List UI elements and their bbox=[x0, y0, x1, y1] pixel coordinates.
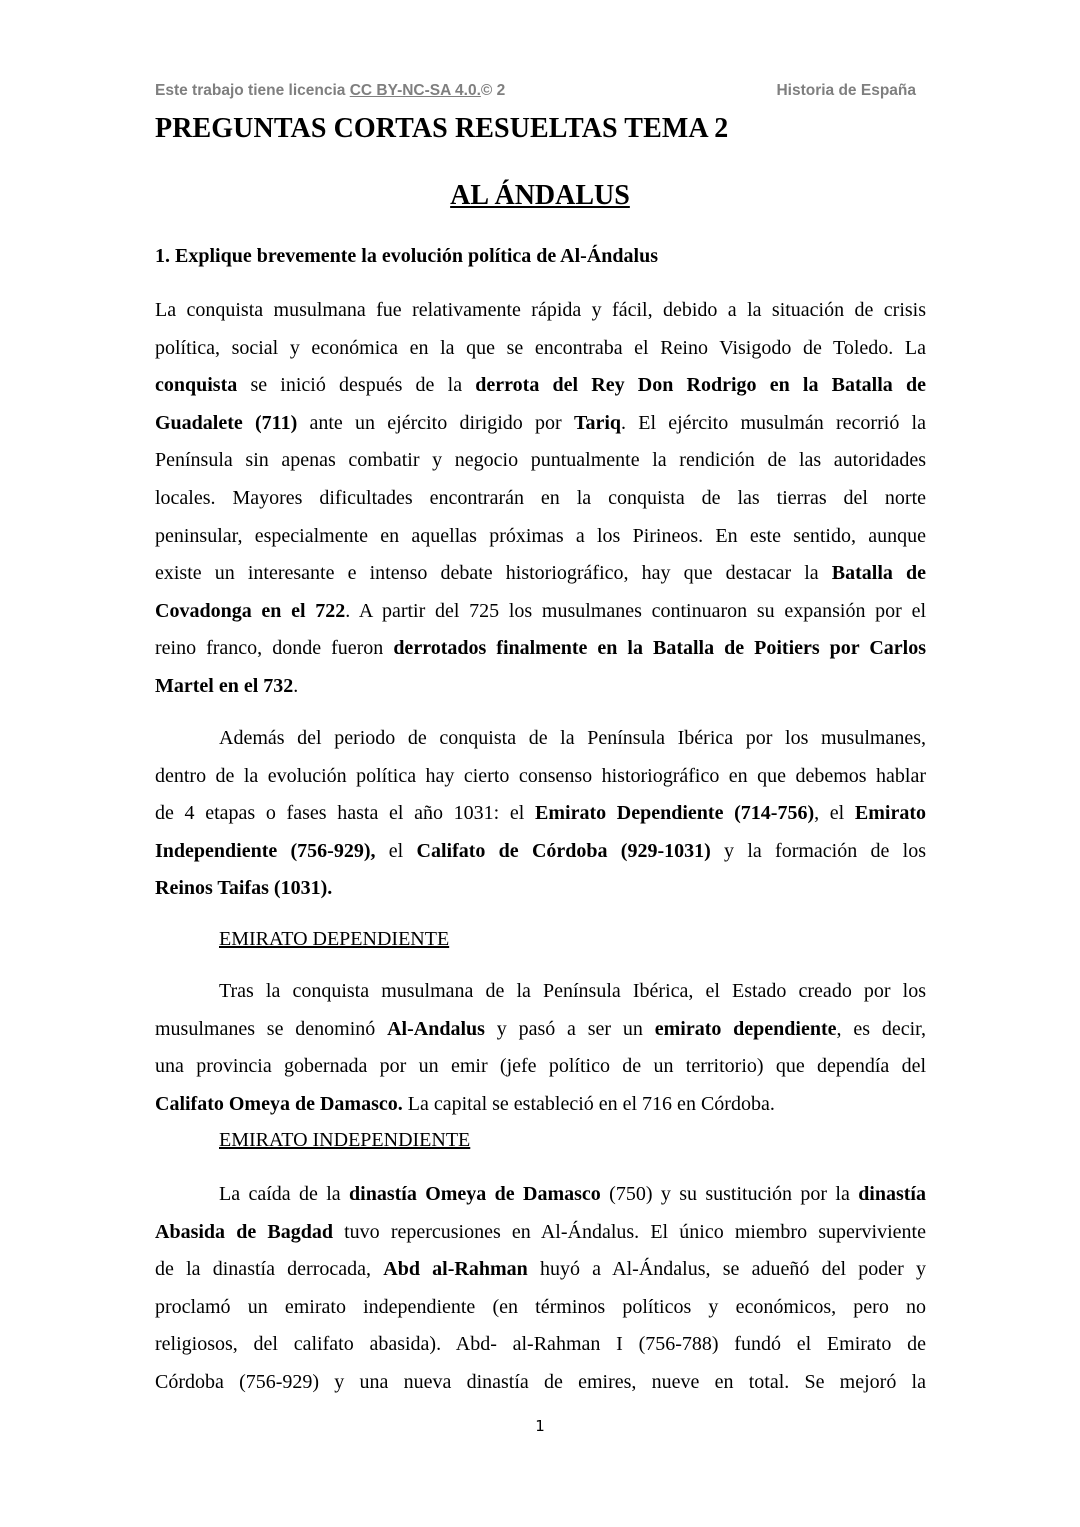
bold-emphasis: Guadalete (711) bbox=[155, 411, 298, 434]
bold-emphasis: Al-Andalus bbox=[387, 1017, 485, 1040]
bold-emphasis: Martel en el 732 bbox=[155, 674, 294, 697]
text-line bbox=[155, 870, 926, 908]
bold-emphasis: Reinos Taifas (1031). bbox=[155, 877, 333, 900]
text-line: Abasida de Bagdad tuvo repercusiones en Al-Ándalus. El único miembro superviviente bbox=[155, 1220, 926, 1243]
bold-emphasis: Batalla de bbox=[831, 562, 926, 585]
text-line: una provincia gobernada por un emir (jefe político de un territorio) que dependía del bbox=[155, 1055, 926, 1078]
document-title: PREGUNTAS CORTAS RESUELTAS TEMA 2 bbox=[155, 113, 729, 144]
document-subtitle: AL ÁNDALUS bbox=[450, 180, 630, 211]
text-line: locales. Mayores dificultades encontrarán en la conquista de las tierras del norte bbox=[155, 486, 926, 509]
text-line: Independiente (756-929), el Califato de Córdoba (929-1031) y la formación de los bbox=[155, 839, 927, 862]
bold-emphasis: Abasida de Bagdad bbox=[155, 1220, 333, 1243]
question-heading: 1. Explique brevemente la evolución política de Al-Ándalus bbox=[155, 245, 658, 267]
bold-emphasis: dinastía Omeya de Damasco bbox=[349, 1183, 601, 1205]
text-line: conquista se inició después de la derrota del Rey Don Rodrigo en la Batalla de bbox=[155, 374, 926, 397]
bold-emphasis: Califato de Córdoba (929-1031) bbox=[416, 839, 711, 862]
text-line: Covadonga en el 722. A partir del 725 los musulmanes continuaron su expansión por el bbox=[155, 599, 926, 622]
license-notice bbox=[155, 82, 505, 100]
paragraph-stages bbox=[155, 720, 926, 908]
bold-emphasis: Tariq bbox=[573, 411, 621, 434]
text-line: Califato Omeya de Damasco. La capital se estableció en el 716 en Córdoba. bbox=[155, 1092, 775, 1115]
text-line: existe un interesante e intenso debate historiográfico, hay que destacar la Batalla de bbox=[155, 562, 926, 585]
text-line: peninsular, especialmente en aquellas próximas a los Pirineos. En este sentido, aunque bbox=[155, 524, 926, 547]
bold-emphasis: Covadonga en el 722 bbox=[155, 599, 346, 622]
license-prefix: Este trabajo tiene licencia bbox=[155, 82, 350, 99]
text-line: Guadalete (711) ante un ejército dirigido por Tariq. El ejército musulmán recorrió la bbox=[155, 411, 926, 434]
bold-emphasis: Emirato bbox=[854, 802, 926, 825]
bold-emphasis: emirato dependiente bbox=[654, 1017, 837, 1040]
bold-emphasis: dinastía bbox=[858, 1183, 926, 1205]
paragraph-emirato-dependiente bbox=[155, 973, 926, 1123]
text-line: La caída de la dinastía Omeya de Damasco (750) y su sustitución por la dinastía bbox=[219, 1183, 926, 1205]
text-line: dentro de la evolución política hay cierto consenso historiográfico en que debemos hablar bbox=[155, 764, 926, 787]
text-line: musulmanes se denominó Al-Andalus y pasó a ser un emirato dependiente, es decir, bbox=[155, 1017, 926, 1040]
text-line: religiosos, del califato abasida). Abd- al-Rahman I (756-788) fundó el Emirato de bbox=[155, 1333, 926, 1356]
text-line: de 4 etapas o fases hasta el año 1031: el Emirato Dependiente (714-756), el Emirato bbox=[155, 802, 926, 825]
paragraph-emirato-independiente bbox=[155, 1176, 926, 1402]
bold-emphasis: derrotados finalmente en la Batalla de Poitiers por Carlos bbox=[393, 637, 926, 660]
bold-emphasis: Emirato Dependiente (714-756) bbox=[535, 802, 815, 825]
license-suffix: © 2 bbox=[480, 82, 506, 99]
paragraph-conquest bbox=[155, 292, 926, 706]
text-line: Península sin apenas combatir y negocio puntualmente la rendición de las autoridades bbox=[155, 449, 926, 472]
text-line: Córdoba (756-929) y una nueva dinastía de emires, nueve en total. Se mejoró la bbox=[155, 1370, 926, 1393]
text-line: proclamó un emirato independiente (en términos políticos y económicos, pero no bbox=[155, 1295, 926, 1318]
text-line: Además del periodo de conquista de la Península Ibérica por los musulmanes, bbox=[219, 727, 926, 749]
text-line: Martel en el 732. bbox=[155, 674, 299, 697]
bold-emphasis: derrota del Rey Don Rodrigo en la Batalla de bbox=[475, 374, 926, 397]
section-heading-emirato-dependiente: EMIRATO DEPENDIENTE bbox=[219, 928, 450, 950]
bold-emphasis: conquista bbox=[155, 374, 238, 397]
bold-emphasis: Abd al-Rahman bbox=[383, 1258, 528, 1281]
text-line: Tras la conquista musulmana de la Península Ibérica, el Estado creado por los bbox=[219, 980, 926, 1002]
subject-label: Historia de España bbox=[776, 82, 916, 99]
text-line: de la dinastía derrocada, Abd al-Rahman huyó a Al-Ándalus, se adueñó del poder y bbox=[155, 1258, 926, 1281]
section-heading-emirato-independiente: EMIRATO INDEPENDIENTE bbox=[219, 1129, 471, 1151]
text-line: reino franco, donde fueron derrotados finalmente en la Batalla de Poitiers por Carlos bbox=[155, 637, 926, 660]
bold-emphasis: Independiente (756-929), bbox=[155, 839, 376, 862]
text-line: política, social y económica en la que se encontraba el Reino Visigodo de Toledo. La bbox=[155, 336, 926, 359]
page-number: 1 bbox=[535, 1417, 545, 1435]
bold-emphasis: Califato Omeya de Damasco. bbox=[155, 1092, 403, 1115]
text-line: La conquista musulmana fue relativamente rápida y fácil, debido a la situación de crisis bbox=[155, 299, 926, 321]
license-link[interactable]: CC BY-NC-SA 4.0. bbox=[349, 82, 481, 99]
